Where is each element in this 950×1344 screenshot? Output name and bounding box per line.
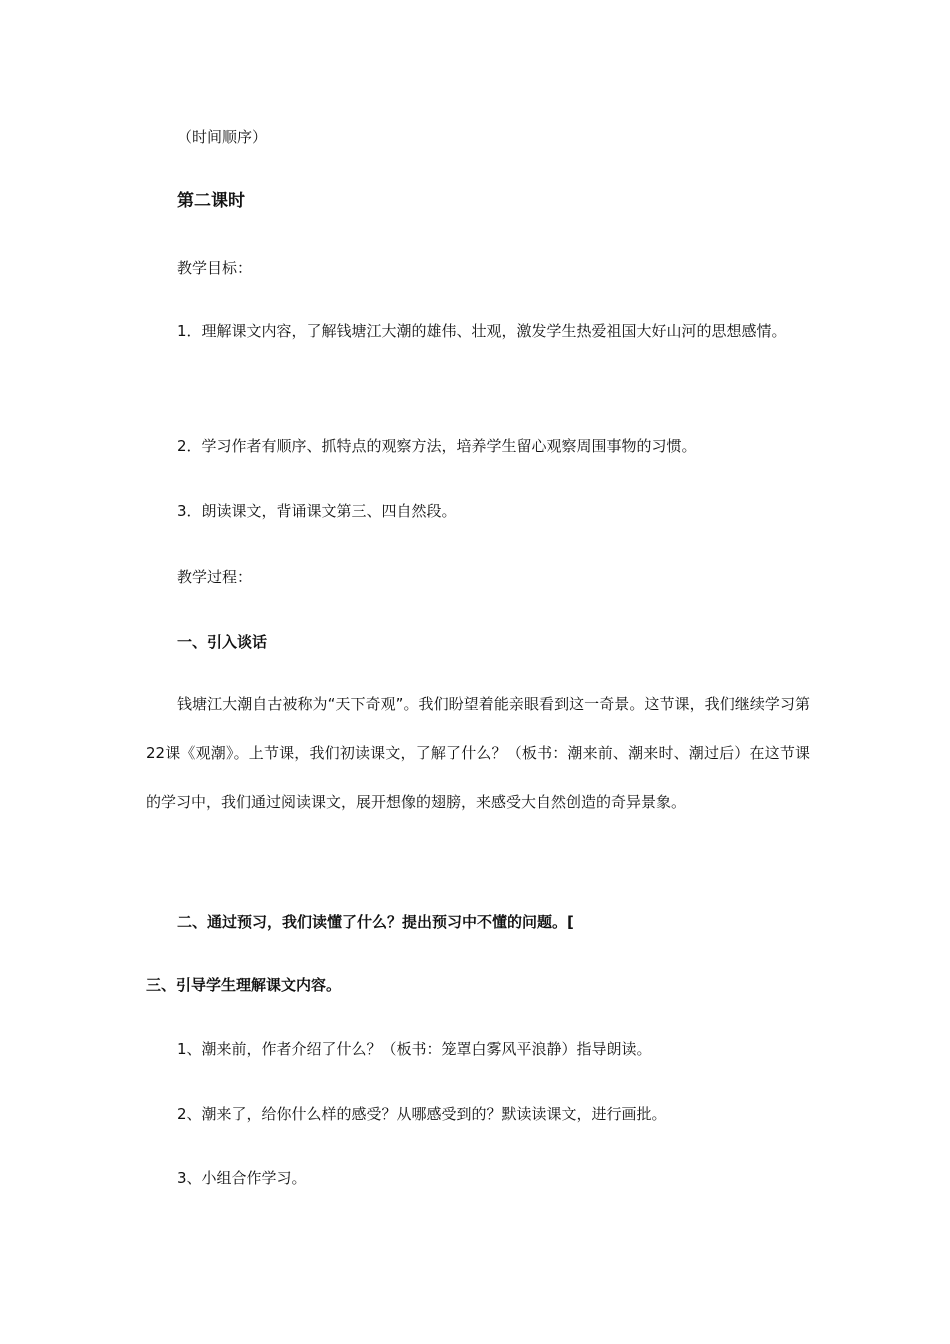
time-order-note: （时间顺序） [177,128,268,146]
section-3-heading: 三、引导学生理解课文内容。 [146,976,342,994]
goal-item-2: 2．学习作者有顺序、抓特点的观察方法，培养学生留心观察周围事物的习惯。 [177,437,697,455]
goal-item-1: 1．理解课文内容，了解钱塘江大潮的雄伟、壮观，激发学生热爱祖国大好山河的思想感情。 [177,322,787,340]
goal-item-3: 3．朗读课文，背诵课文第三、四自然段。 [177,502,457,520]
lesson-heading: 第二课时 [177,191,245,211]
section-1-paragraph: 钱塘江大潮自古被称为“天下奇观”。我们盼望着能亲眼看到这一奇景。这节课，我们继续学习第22课《观潮》。上节课，我们初读课文，了解了什么？（板书：潮来前、潮来时、潮过后）在这节课的学习中，我们通过阅读课文，展开想像的翅膀，来感受大自然创造的奇异景象。 [146,695,810,811]
section-3-item-1: 1、潮来前，作者介绍了什么？（板书：笼罩白雾风平浪静）指导朗读。 [177,1040,652,1058]
process-label: 教学过程： [177,568,253,586]
section-3-item-2: 2、潮来了，给你什么样的感受？从哪感受到的？默读读课文，进行画批。 [177,1105,667,1123]
goals-label: 教学目标： [177,259,253,277]
section-2-heading: 二、通过预习，我们读懂了什么？提出预习中不懂的问题。[ [177,913,574,931]
section-1-heading: 一、引入谈话 [177,633,268,651]
section-3-item-3: 3、小组合作学习。 [177,1169,307,1187]
